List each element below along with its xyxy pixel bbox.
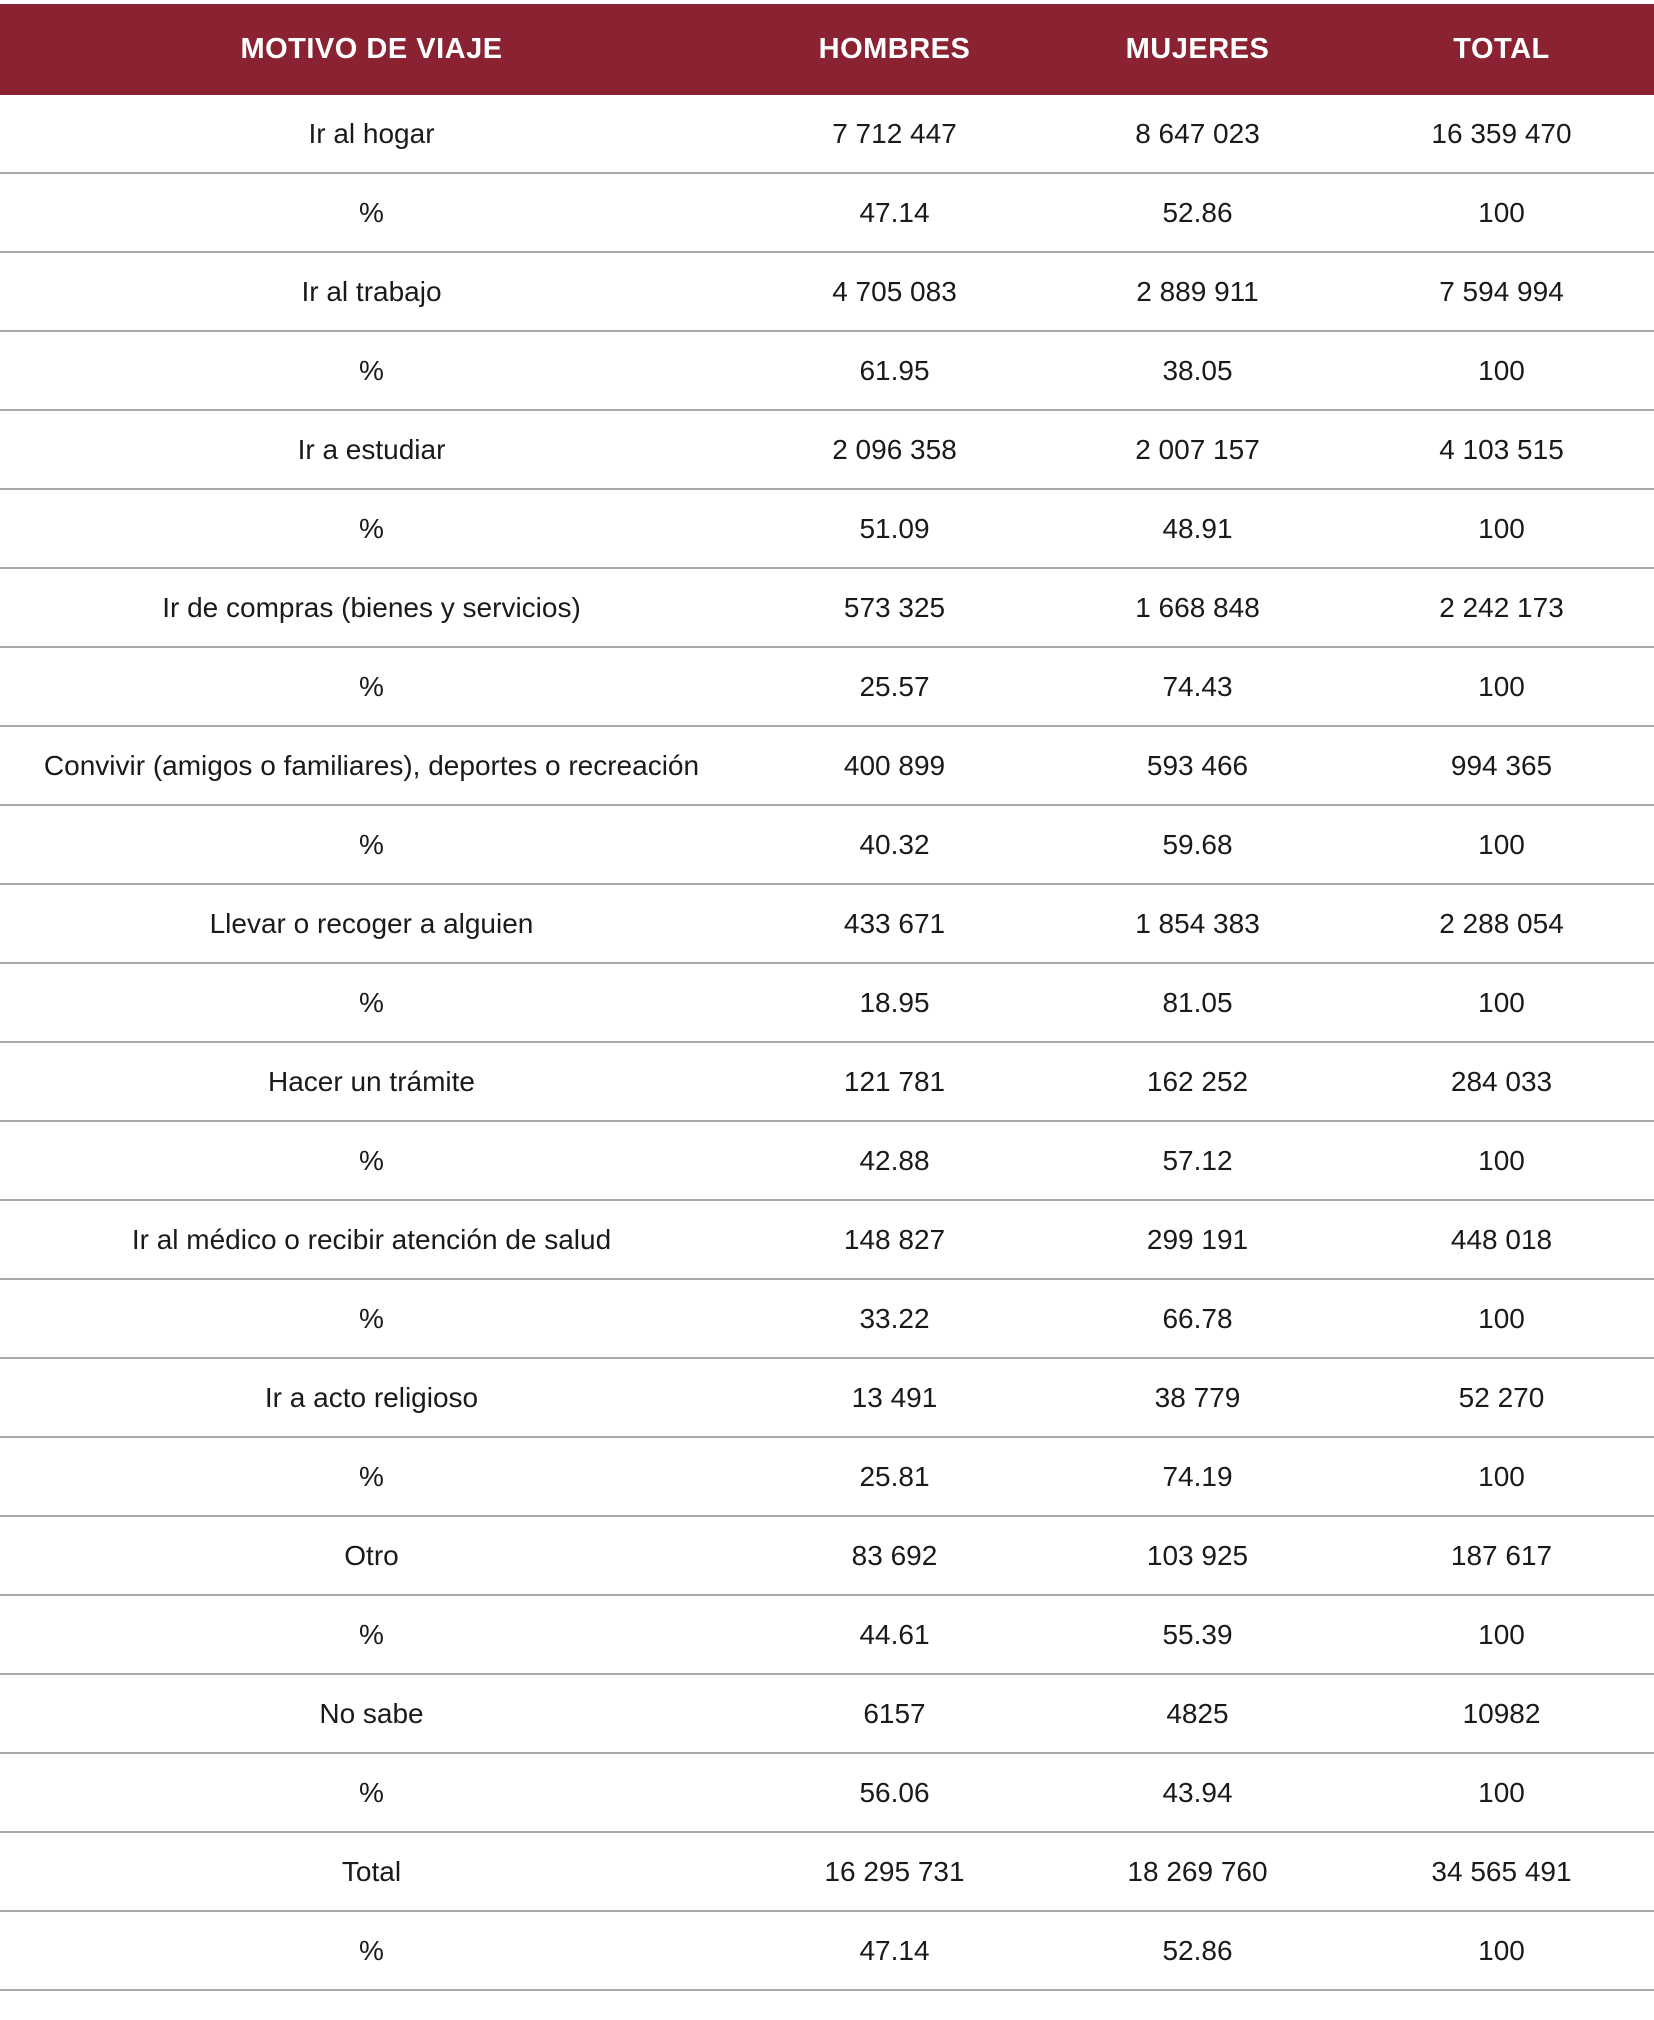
table-row [0, 1753, 1654, 1832]
cell-hombres: 83 692 [743, 1516, 1046, 1595]
table-header [0, 4, 1654, 95]
cell-hombres: 7 712 447 [743, 95, 1046, 173]
cell-motivo: % [0, 1753, 743, 1832]
table-row [0, 1042, 1654, 1121]
header-row [0, 4, 1654, 95]
cell-mujeres: 38 779 [1046, 1358, 1349, 1437]
cell-total: 100 [1349, 963, 1654, 1042]
table-row [0, 331, 1654, 410]
cell-motivo: Total [0, 1832, 743, 1911]
table-row [0, 1911, 1654, 1990]
cell-hombres: 47.14 [743, 173, 1046, 252]
cell-motivo: % [0, 1279, 743, 1358]
motivo-de-viaje-table [0, 4, 1654, 1991]
cell-hombres: 51.09 [743, 489, 1046, 568]
cell-hombres: 56.06 [743, 1753, 1046, 1832]
table-row [0, 95, 1654, 173]
table-row [0, 1674, 1654, 1753]
table-row [0, 1121, 1654, 1200]
cell-hombres: 148 827 [743, 1200, 1046, 1279]
header-mujeres: MUJERES [1046, 4, 1349, 95]
table-row [0, 1832, 1654, 1911]
cell-motivo: % [0, 331, 743, 410]
table-row [0, 1437, 1654, 1516]
cell-hombres: 25.81 [743, 1437, 1046, 1516]
cell-hombres: 573 325 [743, 568, 1046, 647]
table-row [0, 647, 1654, 726]
cell-motivo: Llevar o recoger a alguien [0, 884, 743, 963]
table-row [0, 410, 1654, 489]
table-row [0, 884, 1654, 963]
cell-mujeres: 48.91 [1046, 489, 1349, 568]
table-row [0, 1279, 1654, 1358]
cell-motivo: % [0, 647, 743, 726]
cell-mujeres: 2 007 157 [1046, 410, 1349, 489]
cell-mujeres: 8 647 023 [1046, 95, 1349, 173]
cell-mujeres: 81.05 [1046, 963, 1349, 1042]
table-row [0, 1595, 1654, 1674]
cell-total: 16 359 470 [1349, 95, 1654, 173]
cell-total: 187 617 [1349, 1516, 1654, 1595]
cell-total: 994 365 [1349, 726, 1654, 805]
cell-motivo: Ir a estudiar [0, 410, 743, 489]
cell-mujeres: 74.43 [1046, 647, 1349, 726]
cell-hombres: 400 899 [743, 726, 1046, 805]
cell-total: 2 288 054 [1349, 884, 1654, 963]
cell-motivo: No sabe [0, 1674, 743, 1753]
cell-motivo: % [0, 489, 743, 568]
cell-mujeres: 4825 [1046, 1674, 1349, 1753]
cell-hombres: 121 781 [743, 1042, 1046, 1121]
table-row [0, 963, 1654, 1042]
table-row [0, 1358, 1654, 1437]
cell-hombres: 40.32 [743, 805, 1046, 884]
cell-mujeres: 52.86 [1046, 173, 1349, 252]
table-row [0, 726, 1654, 805]
cell-mujeres: 59.68 [1046, 805, 1349, 884]
cell-hombres: 16 295 731 [743, 1832, 1046, 1911]
cell-motivo: % [0, 173, 743, 252]
cell-total: 100 [1349, 1437, 1654, 1516]
cell-total: 52 270 [1349, 1358, 1654, 1437]
cell-total: 100 [1349, 1753, 1654, 1832]
cell-total: 4 103 515 [1349, 410, 1654, 489]
cell-total: 100 [1349, 1121, 1654, 1200]
cell-total: 7 594 994 [1349, 252, 1654, 331]
cell-mujeres: 2 889 911 [1046, 252, 1349, 331]
cell-total: 100 [1349, 173, 1654, 252]
cell-total: 100 [1349, 647, 1654, 726]
cell-hombres: 4 705 083 [743, 252, 1046, 331]
cell-mujeres: 593 466 [1046, 726, 1349, 805]
cell-hombres: 33.22 [743, 1279, 1046, 1358]
cell-mujeres: 1 854 383 [1046, 884, 1349, 963]
cell-hombres: 18.95 [743, 963, 1046, 1042]
cell-hombres: 42.88 [743, 1121, 1046, 1200]
cell-total: 34 565 491 [1349, 1832, 1654, 1911]
cell-motivo: Ir al trabajo [0, 252, 743, 331]
cell-total: 2 242 173 [1349, 568, 1654, 647]
cell-motivo: Ir de compras (bienes y servicios) [0, 568, 743, 647]
table-row [0, 805, 1654, 884]
cell-mujeres: 299 191 [1046, 1200, 1349, 1279]
cell-mujeres: 43.94 [1046, 1753, 1349, 1832]
header-hombres: HOMBRES [743, 4, 1046, 95]
cell-hombres: 2 096 358 [743, 410, 1046, 489]
cell-motivo: % [0, 963, 743, 1042]
cell-hombres: 433 671 [743, 884, 1046, 963]
cell-total: 100 [1349, 489, 1654, 568]
cell-total: 100 [1349, 1595, 1654, 1674]
cell-total: 284 033 [1349, 1042, 1654, 1121]
cell-motivo: Hacer un trámite [0, 1042, 743, 1121]
cell-total: 100 [1349, 805, 1654, 884]
cell-hombres: 6157 [743, 1674, 1046, 1753]
cell-mujeres: 162 252 [1046, 1042, 1349, 1121]
cell-mujeres: 55.39 [1046, 1595, 1349, 1674]
cell-mujeres: 74.19 [1046, 1437, 1349, 1516]
cell-motivo: Ir al hogar [0, 95, 743, 173]
cell-motivo: % [0, 1437, 743, 1516]
cell-motivo: Convivir (amigos o familiares), deportes o recreación [0, 726, 743, 805]
table-row [0, 489, 1654, 568]
table-row [0, 173, 1654, 252]
cell-motivo: % [0, 1595, 743, 1674]
cell-total: 100 [1349, 1279, 1654, 1358]
cell-mujeres: 103 925 [1046, 1516, 1349, 1595]
cell-total: 100 [1349, 331, 1654, 410]
cell-motivo: Otro [0, 1516, 743, 1595]
cell-hombres: 44.61 [743, 1595, 1046, 1674]
cell-motivo: % [0, 1121, 743, 1200]
cell-mujeres: 52.86 [1046, 1911, 1349, 1990]
cell-motivo: % [0, 805, 743, 884]
header-motivo-de-viaje: MOTIVO DE VIAJE [0, 4, 743, 95]
header-total: TOTAL [1349, 4, 1654, 95]
cell-hombres: 25.57 [743, 647, 1046, 726]
cell-motivo: % [0, 1911, 743, 1990]
cell-hombres: 61.95 [743, 331, 1046, 410]
cell-hombres: 13 491 [743, 1358, 1046, 1437]
cell-mujeres: 38.05 [1046, 331, 1349, 410]
cell-total: 100 [1349, 1911, 1654, 1990]
table-row [0, 568, 1654, 647]
cell-mujeres: 66.78 [1046, 1279, 1349, 1358]
table-row [0, 1200, 1654, 1279]
table-row [0, 252, 1654, 331]
data-table-container [0, 4, 1654, 1991]
cell-hombres: 47.14 [743, 1911, 1046, 1990]
cell-mujeres: 18 269 760 [1046, 1832, 1349, 1911]
cell-mujeres: 57.12 [1046, 1121, 1349, 1200]
table-row [0, 1516, 1654, 1595]
cell-total: 448 018 [1349, 1200, 1654, 1279]
cell-motivo: Ir a acto religioso [0, 1358, 743, 1437]
table-body [0, 95, 1654, 1990]
cell-motivo: Ir al médico o recibir atención de salud [0, 1200, 743, 1279]
cell-mujeres: 1 668 848 [1046, 568, 1349, 647]
cell-total: 10982 [1349, 1674, 1654, 1753]
